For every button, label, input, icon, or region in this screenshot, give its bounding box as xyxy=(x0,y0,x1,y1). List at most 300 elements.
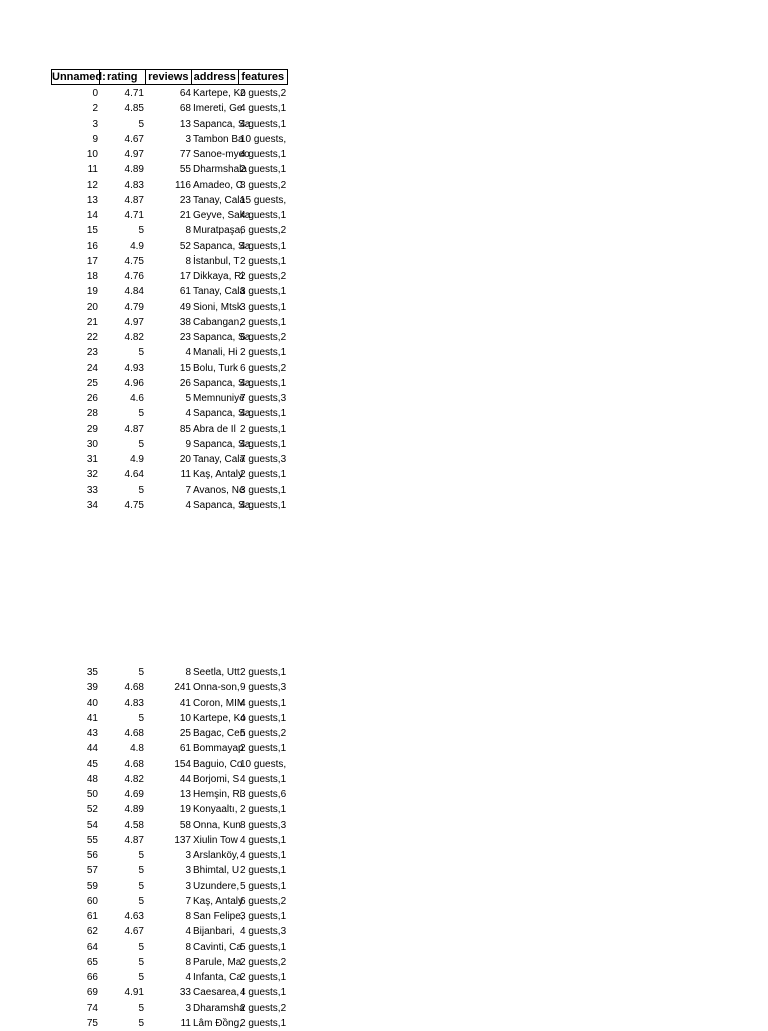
address-cell: Onna-son, xyxy=(193,682,240,694)
address-cell: Coron, MIM xyxy=(193,697,246,709)
address-cell: İstanbul, T xyxy=(193,255,240,267)
features-cell: 4 guests,1 xyxy=(240,377,287,389)
table-row xyxy=(51,726,287,741)
index-cell: 12 xyxy=(86,179,98,191)
features-cell: 7 guests,3 xyxy=(240,393,287,404)
reviews-cell: 7 xyxy=(185,484,191,496)
features-cell: 2 guests,1 xyxy=(240,423,287,435)
reviews-cell: 44 xyxy=(179,773,191,785)
index-cell: 64 xyxy=(86,941,98,953)
features-cell: 3 guests,1 xyxy=(240,301,287,313)
table-row xyxy=(51,467,287,482)
column-header-unnamed: Unnamed: xyxy=(52,71,106,83)
rating-cell: 4.89 xyxy=(124,164,144,176)
index-cell: 33 xyxy=(86,484,98,496)
reviews-cell: 20 xyxy=(179,454,191,465)
address-cell: Parule, Ma xyxy=(193,956,242,968)
address-cell: Sapanca, Sa xyxy=(193,377,251,389)
address-cell: Kartepe, Ko xyxy=(193,712,246,724)
reviews-cell: 8 xyxy=(185,941,191,953)
table-row xyxy=(51,483,287,498)
address-cell: Sapanca, Sa xyxy=(193,118,251,130)
reviews-cell: 17 xyxy=(179,271,191,282)
features-cell: 2 guests,1 xyxy=(240,667,287,678)
features-cell: 4 guests,1 xyxy=(240,712,287,724)
reviews-cell: 33 xyxy=(179,987,191,999)
reviews-cell: 52 xyxy=(179,240,191,252)
address-cell: Abra de Il xyxy=(193,423,236,435)
reviews-cell: 15 xyxy=(179,362,191,374)
index-cell: 39 xyxy=(86,682,98,694)
address-cell: Bagac, Cen xyxy=(193,728,246,739)
table-row xyxy=(51,680,287,695)
rating-cell: 4.75 xyxy=(124,255,144,267)
index-cell: 14 xyxy=(86,210,98,221)
rating-cell: 4.91 xyxy=(124,987,144,999)
reviews-cell: 23 xyxy=(179,332,191,343)
rating-cell: 5 xyxy=(138,895,144,907)
address-cell: Tanay, Cala xyxy=(193,454,246,465)
index-cell: 65 xyxy=(86,956,98,968)
features-cell: 5 guests,2 xyxy=(240,728,287,739)
rating-cell: 4.63 xyxy=(124,911,144,922)
features-cell: 2 guests,1 xyxy=(240,865,287,877)
column-header-features: features xyxy=(241,71,285,83)
reviews-cell: 13 xyxy=(179,118,191,130)
reviews-cell: 4 xyxy=(185,408,191,420)
rating-cell: 4.97 xyxy=(124,149,144,160)
index-cell: 31 xyxy=(86,454,98,465)
index-cell: 10 xyxy=(86,149,98,160)
features-cell: 2 guests,1 xyxy=(240,1017,287,1029)
features-cell: 2 guests,1 xyxy=(240,164,287,176)
reviews-cell: 116 xyxy=(175,179,191,191)
features-cell: 9 guests,3 xyxy=(240,682,287,694)
features-cell: 2 guests,2 xyxy=(240,88,287,99)
table-row xyxy=(51,894,287,909)
table-row xyxy=(51,879,287,894)
index-cell: 24 xyxy=(86,362,98,374)
table-row xyxy=(51,361,287,376)
rating-cell: 5 xyxy=(138,118,144,130)
table-row xyxy=(51,1016,287,1031)
table-row xyxy=(51,787,287,802)
features-cell: 4 guests,1 xyxy=(240,408,287,420)
table-row xyxy=(51,1001,287,1016)
rating-cell: 4.85 xyxy=(124,103,144,115)
table-row xyxy=(51,406,287,421)
rating-cell: 4.97 xyxy=(124,316,144,328)
reviews-cell: 3 xyxy=(185,133,191,145)
features-cell: 6 guests,2 xyxy=(240,362,287,374)
index-cell: 60 xyxy=(86,895,98,907)
reviews-cell: 7 xyxy=(185,895,191,907)
index-cell: 54 xyxy=(86,819,98,831)
rating-cell: 5 xyxy=(138,438,144,450)
reviews-cell: 26 xyxy=(179,377,191,389)
reviews-cell: 13 xyxy=(179,789,191,800)
reviews-cell: 3 xyxy=(185,850,191,861)
address-cell: Borjomi, S xyxy=(193,773,240,785)
features-cell: 3 guests,1 xyxy=(240,286,287,298)
rating-cell: 4.67 xyxy=(124,926,144,938)
table-row xyxy=(51,269,287,284)
address-cell: Baguio, Co xyxy=(193,758,243,770)
table-row xyxy=(51,696,287,711)
table-row xyxy=(51,147,287,162)
address-cell: Sanoe-myeo xyxy=(193,149,250,160)
address-cell: Tanay, Cala xyxy=(193,194,246,206)
index-cell: 28 xyxy=(86,408,98,420)
address-cell: Amadeo, C xyxy=(193,179,244,191)
index-cell: 13 xyxy=(86,194,98,206)
reviews-cell: 3 xyxy=(185,1002,191,1014)
rating-cell: 4.87 xyxy=(124,423,144,435)
reviews-cell: 58 xyxy=(179,819,191,831)
features-cell: 4 guests,1 xyxy=(240,697,287,709)
index-cell: 55 xyxy=(86,834,98,846)
reviews-cell: 241 xyxy=(174,682,191,694)
index-cell: 75 xyxy=(86,1017,98,1029)
index-cell: 59 xyxy=(86,880,98,892)
table-row xyxy=(51,741,287,756)
table-body-page-1 xyxy=(51,86,287,513)
table-row xyxy=(51,193,287,208)
index-cell: 17 xyxy=(86,255,98,267)
features-cell: 15 guests, xyxy=(240,194,287,206)
table-row xyxy=(51,223,287,238)
features-cell: 3 guests,1 xyxy=(240,911,287,922)
address-cell: Arslanköy, xyxy=(193,850,239,861)
rating-cell: 4.9 xyxy=(130,240,144,252)
index-cell: 0 xyxy=(92,88,98,99)
reviews-cell: 25 xyxy=(179,728,191,739)
reviews-cell: 3 xyxy=(185,880,191,892)
rating-cell: 4.6 xyxy=(130,393,144,404)
table-row xyxy=(51,422,287,437)
address-cell: Onna, Kun xyxy=(193,819,241,831)
features-cell: 4 guests,3 xyxy=(240,926,287,938)
index-cell: 30 xyxy=(86,438,98,450)
features-cell: 4 guests,1 xyxy=(240,240,287,252)
reviews-cell: 154 xyxy=(174,758,191,770)
rating-cell: 4.83 xyxy=(124,697,144,709)
rating-cell: 4.71 xyxy=(124,88,144,99)
table-row xyxy=(51,924,287,939)
index-cell: 20 xyxy=(86,301,98,313)
address-cell: Xiulin Tow xyxy=(193,834,238,846)
table-row xyxy=(51,117,287,132)
rating-cell: 4.8 xyxy=(130,743,144,755)
address-cell: Avanos, Ne xyxy=(193,484,245,496)
index-cell: 41 xyxy=(86,712,98,724)
table-row xyxy=(51,985,287,1000)
table-row xyxy=(51,833,287,848)
features-cell: 7 guests,3 xyxy=(240,454,287,465)
index-cell: 15 xyxy=(86,225,98,237)
rating-cell: 4.68 xyxy=(124,728,144,739)
reviews-cell: 8 xyxy=(185,255,191,267)
reviews-cell: 4 xyxy=(185,926,191,938)
index-cell: 50 xyxy=(86,789,98,800)
address-cell: Bijanbari, xyxy=(193,926,235,938)
reviews-cell: 64 xyxy=(179,88,191,99)
rating-cell: 5 xyxy=(138,225,144,237)
table-row xyxy=(51,772,287,787)
reviews-cell: 4 xyxy=(185,499,191,511)
features-cell: 2 guests,2 xyxy=(240,271,287,282)
address-cell: Lâm Đồng, xyxy=(193,1017,242,1029)
index-cell: 56 xyxy=(86,850,98,861)
reviews-cell: 11 xyxy=(180,1017,191,1029)
index-cell: 45 xyxy=(86,758,98,770)
address-cell: Sapanca, Sa xyxy=(193,240,251,252)
table-row xyxy=(51,863,287,878)
table-row xyxy=(51,132,287,147)
index-cell: 9 xyxy=(92,133,98,145)
rating-cell: 5 xyxy=(138,347,144,359)
index-cell: 22 xyxy=(86,332,98,343)
reviews-cell: 68 xyxy=(179,103,191,115)
table-row xyxy=(51,909,287,924)
rating-cell: 5 xyxy=(138,880,144,892)
address-cell: Kaş, Antaly xyxy=(193,895,244,907)
table-row xyxy=(51,330,287,345)
table-row xyxy=(51,101,287,116)
table-row xyxy=(51,208,287,223)
rating-cell: 4.79 xyxy=(124,301,144,313)
index-cell: 19 xyxy=(86,286,98,298)
address-cell: Sioni, Mtsk xyxy=(193,301,242,313)
address-cell: Uzundere, xyxy=(193,880,240,892)
index-cell: 29 xyxy=(86,423,98,435)
address-cell: Dikkaya, Ri xyxy=(193,271,244,282)
features-cell: 6 guests,2 xyxy=(240,895,287,907)
table-row xyxy=(51,818,287,833)
rating-cell: 4.83 xyxy=(124,179,144,191)
index-cell: 74 xyxy=(86,1002,98,1014)
rating-cell: 4.93 xyxy=(124,362,144,374)
table-row xyxy=(51,86,287,101)
features-cell: 8 guests,3 xyxy=(240,819,287,831)
reviews-cell: 23 xyxy=(179,194,191,206)
table-row xyxy=(51,239,287,254)
reviews-cell: 49 xyxy=(179,301,191,313)
features-cell: 6 guests,2 xyxy=(240,225,287,237)
table-row xyxy=(51,178,287,193)
address-cell: Cabangan, xyxy=(193,316,242,328)
table-row xyxy=(51,300,287,315)
rating-cell: 5 xyxy=(138,972,144,983)
features-cell: 3 guests,6 xyxy=(240,789,287,800)
table-row xyxy=(51,665,287,680)
rating-cell: 4.64 xyxy=(124,469,144,481)
reviews-cell: 8 xyxy=(185,911,191,922)
features-cell: 4 guests,1 xyxy=(240,210,287,221)
reviews-cell: 38 xyxy=(179,316,191,328)
rating-cell: 5 xyxy=(138,941,144,953)
rating-cell: 5 xyxy=(138,408,144,420)
features-cell: 2 guests,2 xyxy=(240,956,287,968)
column-header-address: address xyxy=(192,70,239,84)
address-cell: Dharmshala xyxy=(193,164,247,176)
features-cell: 4 guests,1 xyxy=(240,103,287,115)
features-cell: 4 guests,1 xyxy=(240,438,287,450)
address-cell: Konyaaltı, xyxy=(193,804,238,816)
index-cell: 43 xyxy=(86,728,98,739)
address-cell: Sapanca, Sa xyxy=(193,438,251,450)
table-row xyxy=(51,254,287,269)
features-cell: 2 guests,1 xyxy=(240,469,287,481)
features-cell: 10 guests, xyxy=(240,758,287,770)
features-cell: 2 guests,2 xyxy=(240,1002,287,1014)
rating-cell: 5 xyxy=(138,1002,144,1014)
table-row xyxy=(51,711,287,726)
index-cell: 69 xyxy=(86,987,98,999)
rating-cell: 4.82 xyxy=(124,332,144,343)
rating-cell: 5 xyxy=(138,484,144,496)
reviews-cell: 8 xyxy=(185,956,191,968)
address-cell: Dharamsha xyxy=(193,1002,245,1014)
features-cell: 8 guests,2 xyxy=(240,179,287,191)
index-cell: 32 xyxy=(86,469,98,481)
address-cell: Bolu, Turk xyxy=(193,362,239,374)
rating-cell: 4.96 xyxy=(124,377,144,389)
address-cell: Hemşin, Ri xyxy=(193,789,242,800)
reviews-cell: 11 xyxy=(180,469,191,481)
features-cell: 5 guests,1 xyxy=(240,941,287,953)
index-cell: 44 xyxy=(86,743,98,755)
rating-cell: 4.75 xyxy=(124,499,144,511)
rating-cell: 4.68 xyxy=(124,682,144,694)
rating-cell: 4.9 xyxy=(130,454,144,465)
reviews-cell: 5 xyxy=(185,393,191,404)
reviews-cell: 85 xyxy=(179,423,191,435)
rating-cell: 5 xyxy=(138,1017,144,1029)
address-cell: Manali, Hi xyxy=(193,347,238,359)
table-row xyxy=(51,376,287,391)
reviews-cell: 10 xyxy=(179,712,191,724)
features-cell: 2 guests,1 xyxy=(240,347,287,359)
address-cell: Cavinti, Ca xyxy=(193,941,242,953)
features-cell: 6 guests,2 xyxy=(240,332,287,343)
rating-cell: 4.87 xyxy=(124,194,144,206)
index-cell: 21 xyxy=(86,316,98,328)
table-row xyxy=(51,345,287,360)
reviews-cell: 61 xyxy=(179,286,191,298)
index-cell: 18 xyxy=(86,271,98,282)
address-cell: Caesarea, I xyxy=(193,987,245,999)
table-row xyxy=(51,757,287,772)
reviews-cell: 137 xyxy=(174,834,191,846)
features-cell: 4 guests,1 xyxy=(240,850,287,861)
column-header-rating: rating xyxy=(100,70,146,84)
address-cell: Memnuniye xyxy=(193,393,245,404)
address-cell: Tambon Ba xyxy=(193,133,244,145)
rating-cell: 4.87 xyxy=(124,834,144,846)
features-cell: 2 guests,1 xyxy=(240,255,287,267)
rating-cell: 4.71 xyxy=(124,210,144,221)
address-cell: Sapanca, Sa xyxy=(193,499,251,511)
table-row xyxy=(51,391,287,406)
rating-cell: 5 xyxy=(138,865,144,877)
reviews-cell: 41 xyxy=(179,697,191,709)
index-cell: 11 xyxy=(87,164,98,176)
table-row xyxy=(51,452,287,467)
rating-cell: 4.68 xyxy=(124,758,144,770)
address-cell: San Felipe, xyxy=(193,911,244,922)
index-cell: 62 xyxy=(86,926,98,938)
address-cell: Kaş, Antaly xyxy=(193,469,244,481)
reviews-cell: 3 xyxy=(185,865,191,877)
rating-cell: 4.69 xyxy=(124,789,144,800)
address-cell: Bhimtal, U xyxy=(193,865,240,877)
index-cell: 23 xyxy=(86,347,98,359)
rating-cell: 5 xyxy=(138,712,144,724)
features-cell: 2 guests,1 xyxy=(240,743,287,755)
features-cell: 4 guests,1 xyxy=(240,499,287,511)
table-row xyxy=(51,970,287,985)
rating-cell: 4.58 xyxy=(124,819,144,831)
index-cell: 40 xyxy=(86,697,98,709)
address-cell: Muratpaşa, xyxy=(193,225,244,237)
features-cell: 2 guests,1 xyxy=(240,972,287,983)
reviews-cell: 4 xyxy=(185,972,191,983)
features-cell: 4 guests,1 xyxy=(240,773,287,785)
index-cell: 57 xyxy=(86,865,98,877)
rating-cell: 4.84 xyxy=(124,286,144,298)
table-row xyxy=(51,162,287,177)
table-row xyxy=(51,284,287,299)
rating-cell: 4.89 xyxy=(124,804,144,816)
reviews-cell: 19 xyxy=(179,804,191,816)
reviews-cell: 8 xyxy=(185,667,191,678)
reviews-cell: 8 xyxy=(185,225,191,237)
table-row xyxy=(51,955,287,970)
index-cell: 3 xyxy=(92,118,98,130)
features-cell: 10 guests, xyxy=(240,133,287,145)
table-row xyxy=(51,802,287,817)
index-cell: 2 xyxy=(92,103,98,115)
address-cell: Sapanca, Sa xyxy=(193,408,251,420)
table-header-row xyxy=(51,69,288,85)
reviews-cell: 77 xyxy=(179,149,191,160)
features-cell: 3 guests,1 xyxy=(240,484,287,496)
features-cell: 2 guests,1 xyxy=(240,804,287,816)
address-cell: Tanay, Cala xyxy=(193,286,246,298)
reviews-cell: 9 xyxy=(185,438,191,450)
table-body-page-2 xyxy=(51,665,287,1031)
table-row xyxy=(51,498,287,513)
table-row xyxy=(51,848,287,863)
reviews-cell: 61 xyxy=(179,743,191,755)
index-cell: 25 xyxy=(86,377,98,389)
index-cell: 48 xyxy=(86,773,98,785)
address-cell: Seetla, Utt xyxy=(193,667,240,678)
features-cell: 4 guests,1 xyxy=(240,118,287,130)
column-header-reviews: reviews xyxy=(146,70,193,84)
reviews-cell: 55 xyxy=(179,164,191,176)
rating-cell: 4.67 xyxy=(124,133,144,145)
table-row xyxy=(51,437,287,452)
features-cell: 4 guests,1 xyxy=(240,834,287,846)
features-cell: 2 guests,1 xyxy=(240,316,287,328)
address-cell: Geyve, Saka xyxy=(193,210,251,221)
rating-cell: 5 xyxy=(138,850,144,861)
rating-cell: 4.76 xyxy=(124,271,144,282)
index-cell: 66 xyxy=(86,972,98,983)
reviews-cell: 4 xyxy=(185,347,191,359)
